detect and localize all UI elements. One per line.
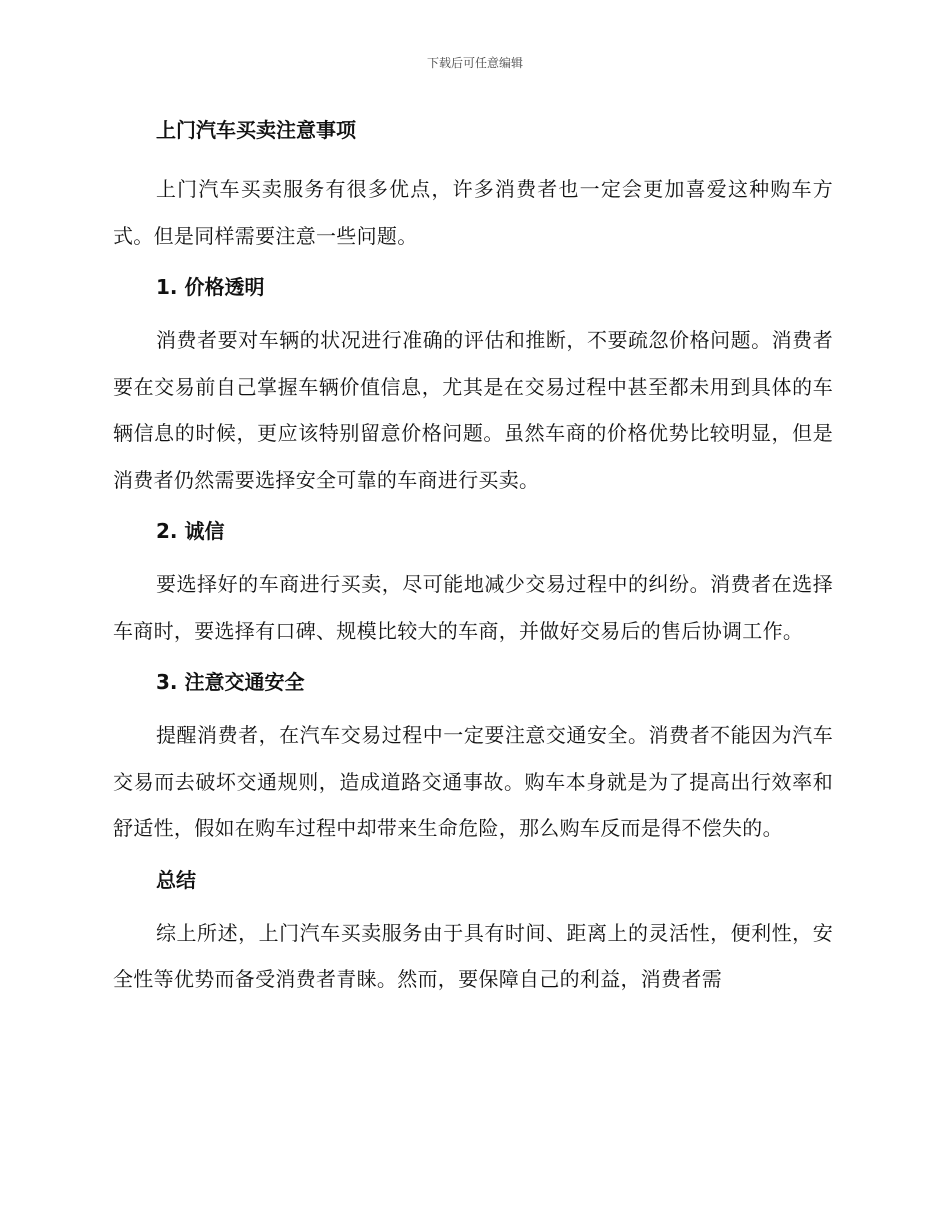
section-heading-traffic-safety: 3. 注意交通安全 bbox=[156, 670, 305, 694]
summary-body: 综上所述，上门汽车买卖服务由于具有时间、距离上的灵活性，便利性，安全性等优势而备受消费者青睐。然而，要保障自己的利益，消费者需 bbox=[113, 920, 833, 991]
section-body-price: 消费者要对车辆的状况进行准确的评估和推断，不要疏忽价格问题。消费者要在交易前自己掌握车辆价值信息，尤其是在交易过程中甚至都未用到具体的车辆信息的时候，更应该特别留意价格问题。虽然车商的价格优势比较明显，但是消费者仍然需要选择安全可靠的车商进行买卖。 bbox=[113, 328, 833, 492]
section-heading-integrity: 2. 诚信 bbox=[156, 519, 225, 543]
section-heading-price: 1. 价格透明 bbox=[156, 275, 265, 299]
section-body-integrity: 要选择好的车商进行买卖，尽可能地减少交易过程中的纠纷。消费者在选择车商时，要选择有口碑、规模比较大的车商，并做好交易后的售后协调工作。 bbox=[113, 572, 833, 643]
summary-heading: 总结 bbox=[156, 867, 196, 892]
section-body-traffic-safety: 提醒消费者，在汽车交易过程中一定要注意交通安全。消费者不能因为汽车交易而去破坏交通规则，造成道路交通事故。购车本身就是为了提高出行效率和舒适性，假如在购车过程中却带来生命危险，那么购车反而是得不偿失的。 bbox=[113, 723, 833, 840]
header-note: 下载后可任意编辑 bbox=[426, 56, 523, 70]
intro-paragraph: 上门汽车买卖服务有很多优点，许多消费者也一定会更加喜爱这种购车方式。但是同样需要注意一些问题。 bbox=[113, 177, 833, 248]
document-body bbox=[113, 112, 833, 1013]
document-title: 上门汽车买卖注意事项 bbox=[156, 118, 356, 142]
